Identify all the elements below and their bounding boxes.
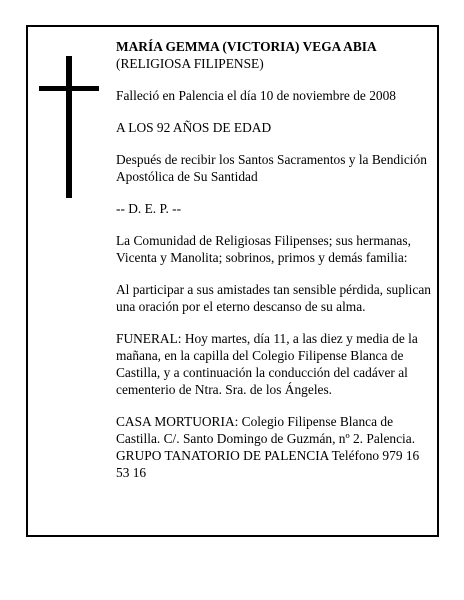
notice-text [116,38,434,496]
death-statement: Falleció en Palencia el día 10 de noviembre de 2008 [116,88,396,103]
family-statement: La Comunidad de Religiosas Filipenses; sus hermanas, Vicenta y Manolita; sobrinos, primos y demás familia: [116,233,411,265]
deceased-congregation: (RELIGIOSA FILIPENSE) [116,56,264,71]
age-statement: A LOS 92 AÑOS DE EDAD [116,120,272,135]
deceased-heading [116,38,434,72]
funeral-home-details: CASA MORTUORIA: Colegio Filipense Blanca de Castilla. C/. Santo Domingo de Guzmán, nº 2. Palencia. GRUPO TANATORIO DE PALENCIA Teléfono 979 16 53 16 [116,414,420,480]
obituary-notice [26,25,439,537]
sacraments-statement: Después de recibir los Santos Sacramentos y la Bendición Apostólica de Su Santidad [116,152,427,184]
deceased-name: MARÍA GEMMA (VICTORIA) VEGA ABIA [116,39,377,54]
cross-vertical-bar [66,56,72,198]
prayer-request: Al participar a sus amistades tan sensible pérdida, suplican una oración por el eterno descanso de su alma. [116,282,431,314]
funeral-details: FUNERAL: Hoy martes, día 11, a las diez y media de la mañana, en la capilla del Colegio Filipense Blanca de Castilla, y a continuación la conducción del cadáver al cementerio de Ntra. Sra. de los Ángeles. [116,331,418,397]
rip-statement: -- D. E. P. -- [116,201,182,216]
cross-horizontal-bar [39,86,99,91]
latin-cross-icon [39,56,99,198]
